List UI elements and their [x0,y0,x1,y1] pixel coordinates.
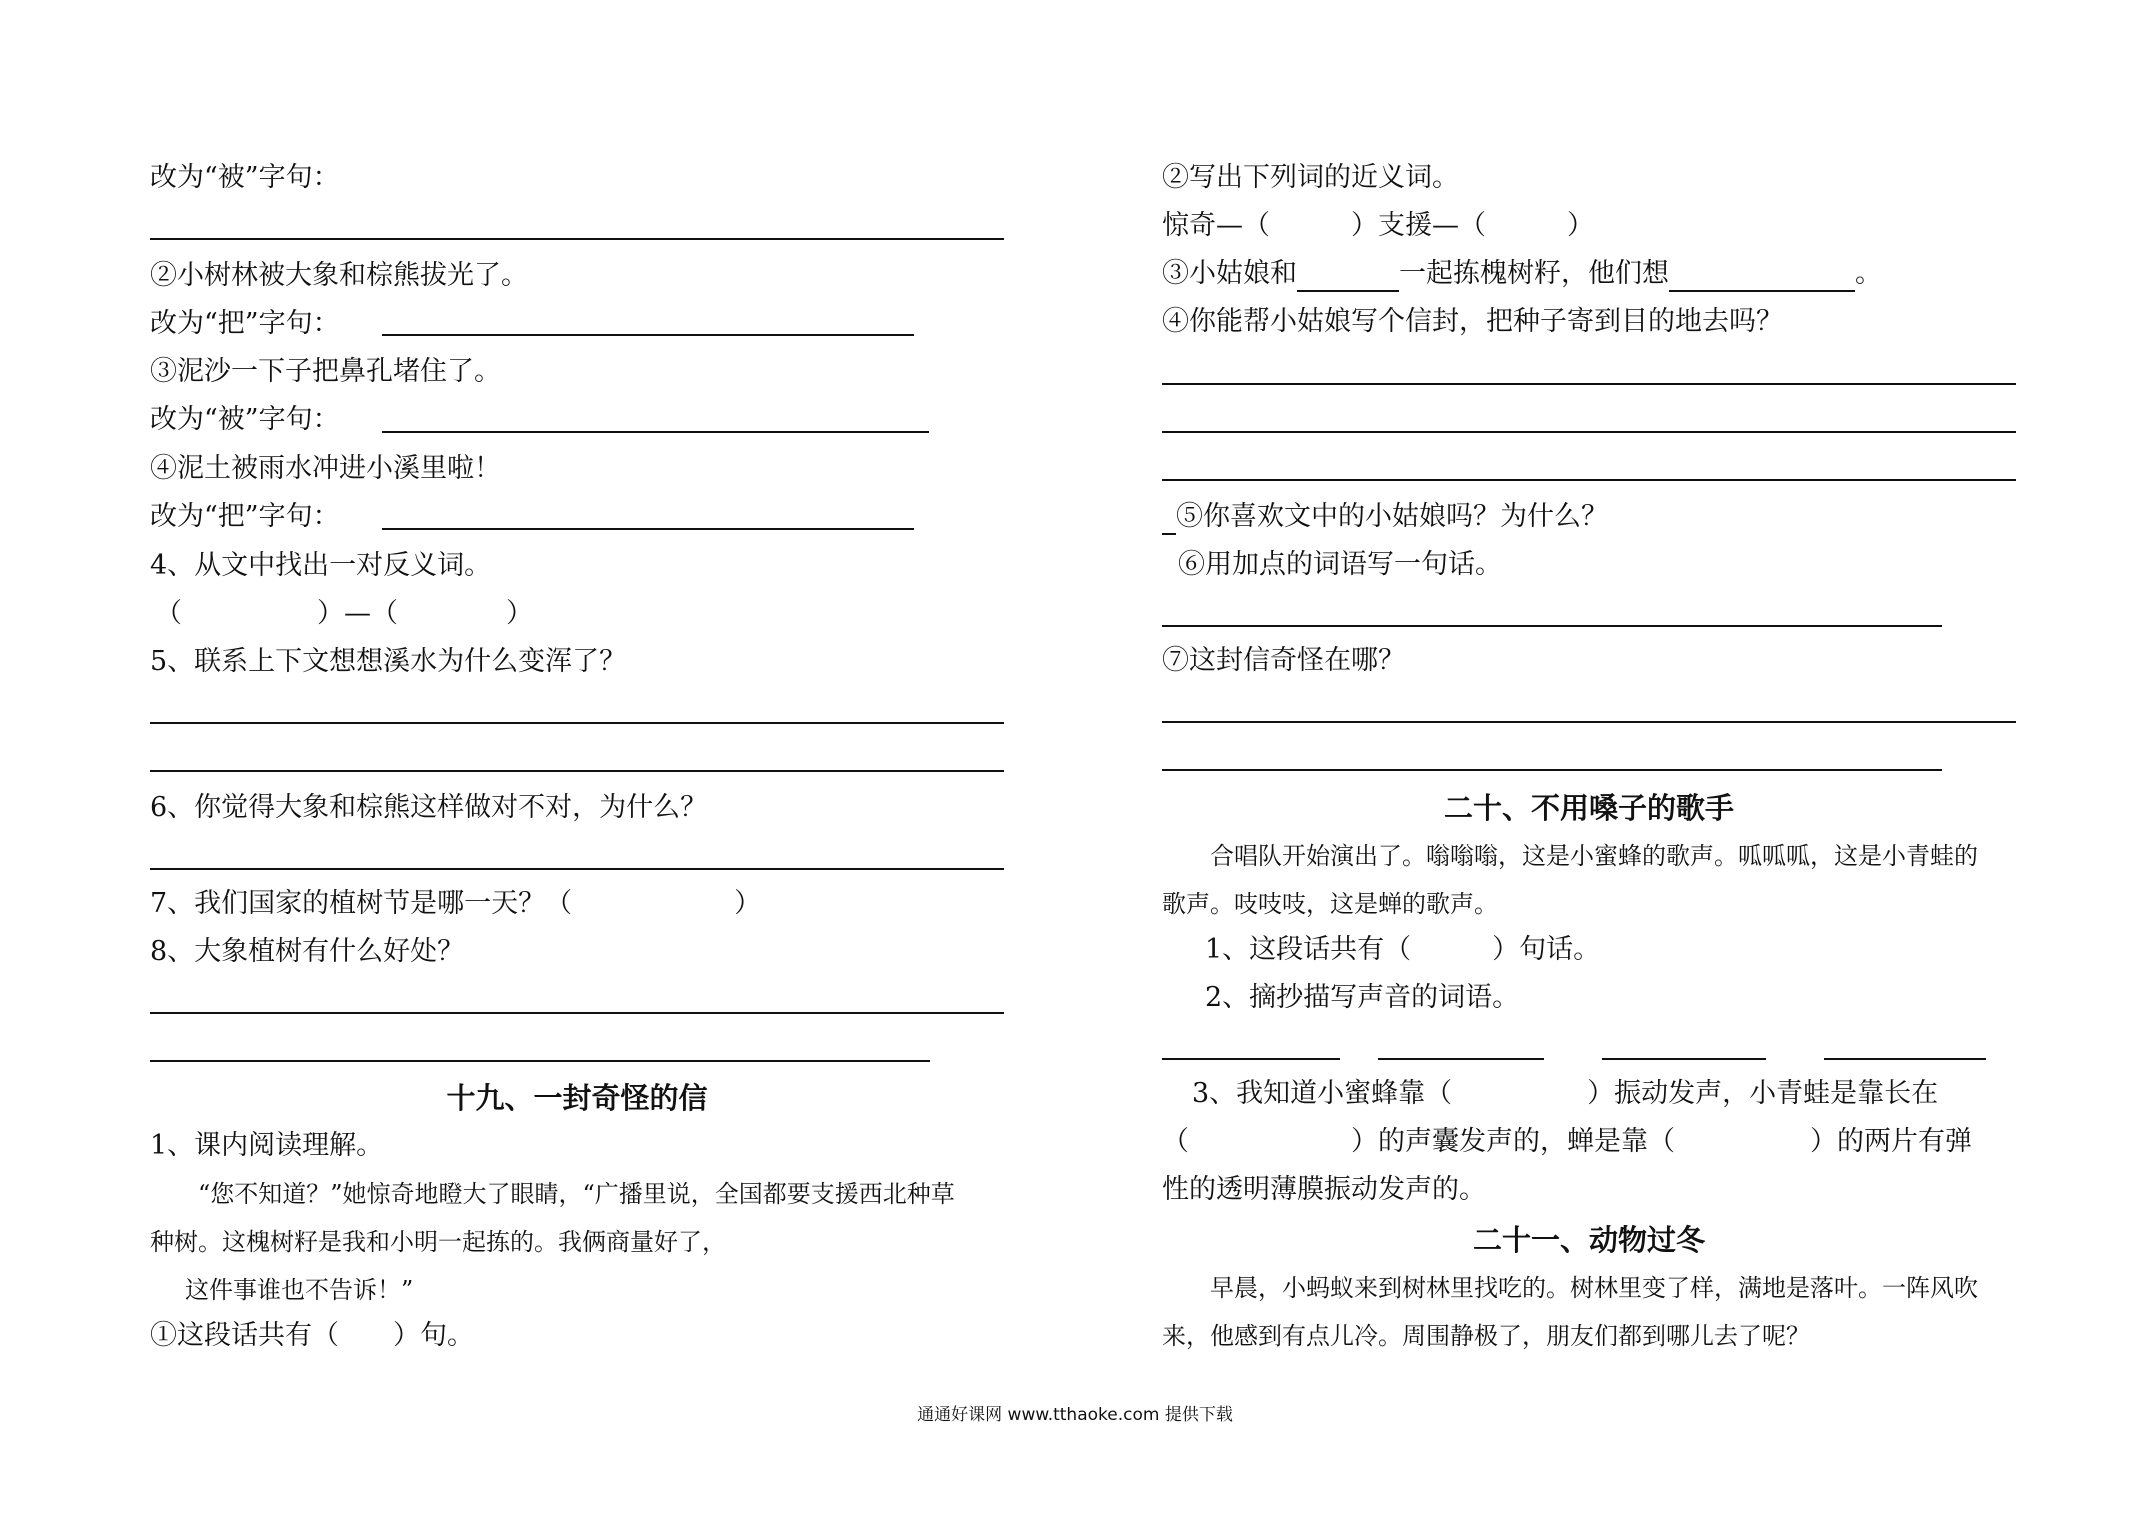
answer-line[interactable] [1824,1058,1986,1060]
answer-line[interactable] [1162,721,2016,723]
opinion-question: 6、你觉得大象和棕熊这样做对不对，为什么？ [150,792,708,823]
fill-blank[interactable] [1297,264,1399,292]
antonym-question: 4、从文中找出一对反义词。 [150,550,492,581]
answer-line[interactable] [382,334,914,336]
knowledge-question: 性的透明薄膜振动发声的。 [1162,1174,1486,1205]
answer-line[interactable] [150,722,1004,724]
sentence-count-question: ①这段话共有（ ）句。 [150,1320,474,1351]
passage-line: 合唱队开始演出了。嗡嗡嗡，这是小蜜蜂的歌声。呱呱呱，这是小青蛙的 [1210,842,1978,870]
passage-line: 歌声。吱吱吱，这是蝉的歌声。 [1162,890,1498,918]
like-question: ⑤你喜欢文中的小姑娘吗？为什么？ [1162,499,1608,535]
instruction-passive: 改为“被”字句： [150,404,340,435]
answer-line[interactable] [1162,625,1942,627]
passage-line: 这件事谁也不告诉！” [185,1276,414,1304]
benefit-question: 8、大象植树有什么好处？ [150,936,465,967]
answer-line[interactable] [382,431,929,433]
arbor-day-question: 7、我们国家的植树节是哪一天？（ ） [150,888,762,919]
passage-line: “您不知道？”她惊奇地瞪大了眼睛，“广播里说，全国都要支援西北种草 [198,1180,955,1208]
answer-line[interactable] [150,770,1004,772]
synonym-blanks[interactable]: 惊奇—（ ）支援—（ ） [1162,210,1594,241]
stream-question: 5、联系上下文想想溪水为什么变浑了？ [150,646,627,677]
answer-line[interactable] [150,238,1004,240]
answer-line[interactable] [150,1060,930,1062]
answer-line[interactable] [1162,1058,1340,1060]
answer-line[interactable] [150,1012,1004,1014]
answer-line[interactable] [382,528,914,530]
answer-line[interactable] [1162,383,2016,385]
reading-question: 1、课内阅读理解。 [150,1130,384,1161]
synonym-question: ②写出下列词的近义词。 [1162,162,1459,193]
answer-line[interactable] [1162,431,2016,433]
fill-blank[interactable] [1669,264,1855,292]
fill-question: ③小姑娘和 一起拣槐树籽，他们想 。 [1162,256,1882,292]
knowledge-question: 3、我知道小蜜蜂靠（ ）振动发声，小青蛙是靠长在 [1192,1078,1939,1109]
passage-line: 种树。这槐树籽是我和小明一起拣的。我俩商量好了， [150,1228,726,1256]
footer: 通通好课网 www.tthaoke.com 提供下载 [917,1405,1233,1425]
instruction-ba: 改为“把”字句： [150,308,340,339]
answer-line[interactable] [150,868,1004,870]
answer-line[interactable] [1162,479,2016,481]
question-2: ②小树林被大象和棕熊拔光了。 [150,260,528,291]
section-21-title: 二十一、动物过冬 [1472,1223,1705,1257]
answer-line[interactable] [1378,1058,1544,1060]
question-4: ④泥土被雨水冲进小溪里啦！ [150,453,501,484]
question-3: ③泥沙一下子把鼻孔堵住了。 [150,356,501,387]
passage-line: 早晨，小蚂蚁来到树林里找吃的。树林里变了样，满地是落叶。一阵风吹 [1210,1274,1978,1302]
passage-line: 来，他感到有点儿冷。周围静极了，朋友们都到哪儿去了呢？ [1162,1322,1810,1350]
section-20-title: 二十、不用嗓子的歌手 [1443,791,1734,825]
antonym-blanks[interactable]: （ ）—（ ） [155,598,533,629]
section-19-title: 十九、一封奇怪的信 [446,1081,708,1115]
instruction-passive: 改为“被”字句： [150,162,340,193]
envelope-question: ④你能帮小姑娘写个信封，把种子寄到目的地去吗？ [1162,306,1783,337]
knowledge-question: （ ）的声囊发声的，蝉是靠（ ）的两片有弹 [1162,1126,1972,1157]
answer-line[interactable] [1602,1058,1766,1060]
instruction-ba: 改为“把”字句： [150,501,340,532]
strange-question: ⑦这封信奇怪在哪？ [1162,645,1405,676]
answer-line[interactable] [1162,769,1942,771]
sound-words-question: 2、摘抄描写声音的词语。 [1205,982,1520,1013]
sentence-question: ⑥用加点的词语写一句话。 [1178,549,1502,580]
answer-line[interactable] [1162,509,1176,535]
count-question: 1、这段话共有（ ）句话。 [1205,934,1601,965]
